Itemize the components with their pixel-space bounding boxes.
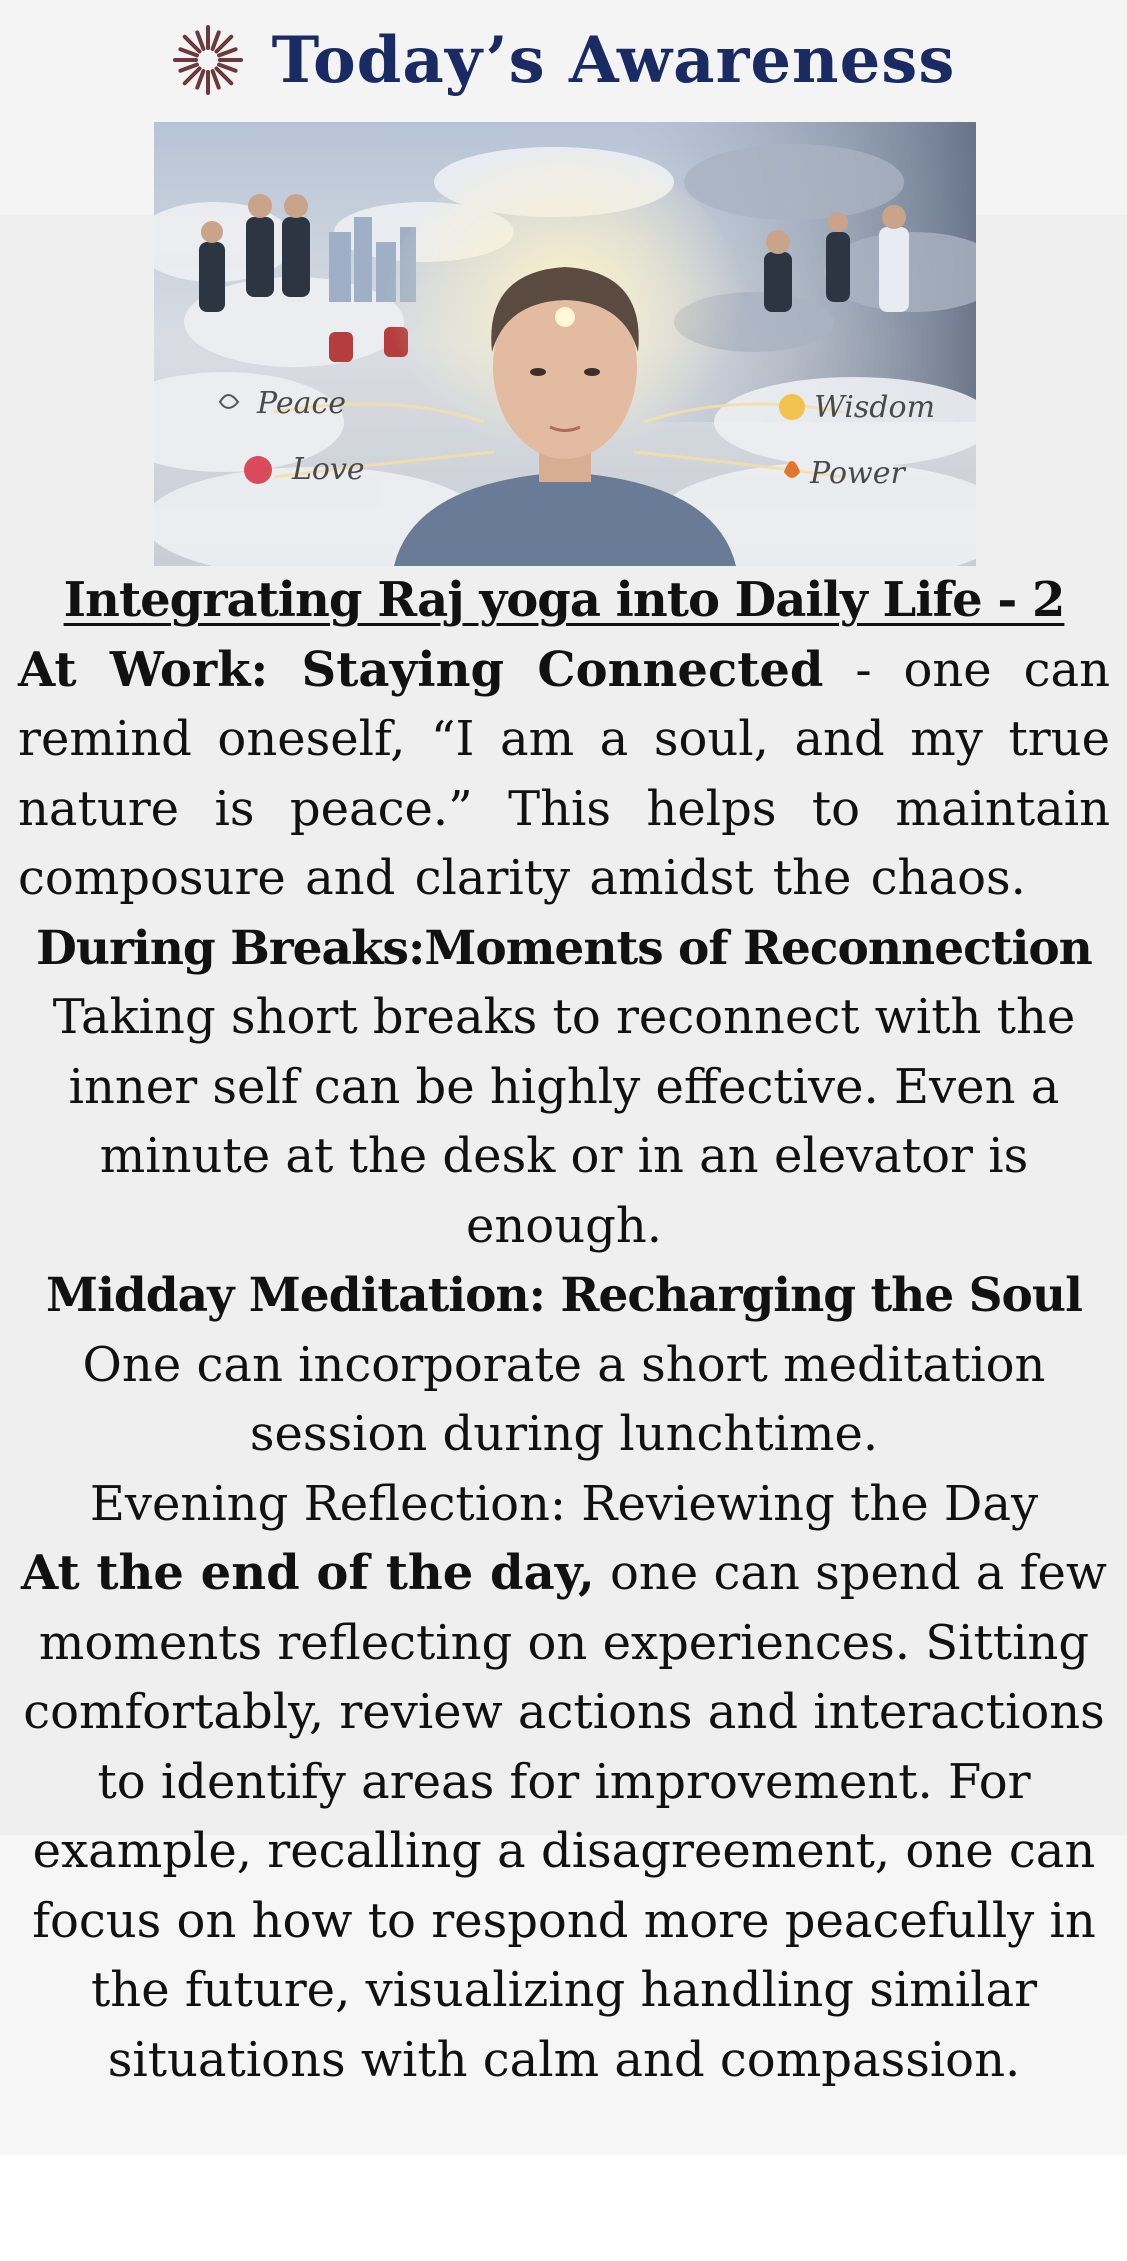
section-heading: At Work: Staying Connected <box>18 641 824 698</box>
hero-image <box>154 122 976 566</box>
section-lead: At the end of the day, <box>21 1545 595 1601</box>
label-wisdom: Wisdom <box>814 390 936 425</box>
header <box>0 10 1127 110</box>
article-subtitle: Integrating Raj yoga into Daily Life - 2 <box>63 572 1065 628</box>
section-body: one can spend a few moments reflecting on experiences. Sitting comfortably, review actions and interactions to identify areas for improvement. For example, recalling a disagreement, one can focus on how to respond more peacefully in the future, visualizing handling similar situations with calm and compassion. <box>23 1545 1107 2088</box>
label-power: Power <box>810 456 905 491</box>
label-love: Love <box>292 452 365 487</box>
section-body: Taking short breaks to reconnect with the inner self can be highly effective. Even a minute at the desk or in an elevator is enough. <box>52 989 1076 1254</box>
article <box>18 566 1110 2095</box>
hero-illustration <box>154 122 976 566</box>
section-body: One can incorporate a short meditation session during lunchtime. <box>82 1336 1046 1462</box>
page-title: Today’s Awareness <box>271 22 956 98</box>
section-body: - one can remind oneself, “I am a soul, and my true nature is peace.” This helps to maintain composure and clarity amidst the chaos. <box>18 641 1111 906</box>
section-heading: Evening Reflection: Reviewing the Day <box>89 1475 1039 1532</box>
section-heading: During Breaks:Moments of Reconnection <box>36 920 1092 976</box>
sunburst-icon <box>172 24 244 96</box>
section-at-work <box>18 636 1110 914</box>
label-peace: Peace <box>257 386 347 421</box>
section-heading: Midday Meditation: Recharging the Soul <box>46 1268 1082 1323</box>
section-evening-body <box>18 1539 1110 2095</box>
